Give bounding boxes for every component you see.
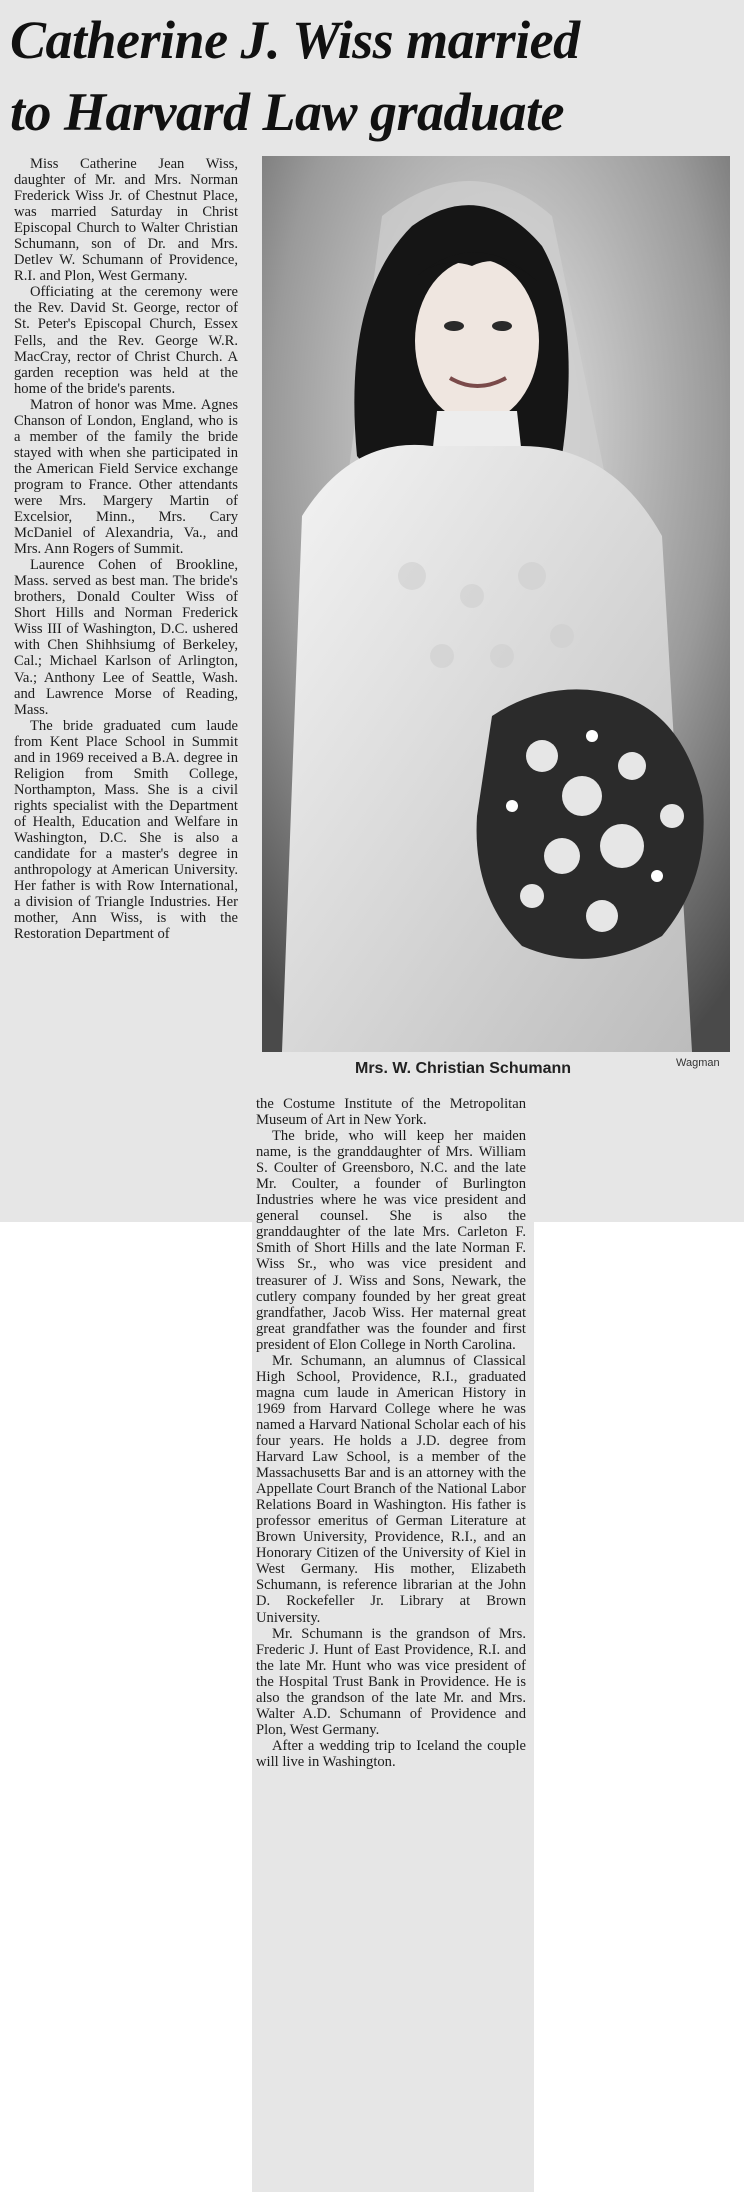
paragraph: After a wedding trip to Iceland the couple will live in Washington. — [256, 1737, 526, 1770]
paragraph: The bride, who will keep her maiden name, is the granddaughter of Mrs. William S. Coulter of Greensboro, N.C. and the late Mr. Coulter, a founder of Burlington Industries where he was vice president and general counsel. She is also the granddaughter of the late Mrs. Carleton F. Smith of Short Hills and the late Norman F. Wiss Sr., who was vice president and treasurer of J. Wiss and Sons, Newark, the cutlery company founded by her great great grandfather, Jacob Wiss. Her maternal great great grandfather was the founder and first president of Elon College in North Carolina. — [256, 1128, 526, 1353]
paragraph: Miss Catherine Jean Wiss, daughter of Mr. and Mrs. Norman Frederick Wiss Jr. of Chestnut Place, was married Saturday in Christ Episcopal Church to Walter Christian Schumann, son of Dr. and Mrs. Detlev W. Schumann of Providence, R.I. and Plon, West Germany. — [14, 156, 238, 285]
headline — [10, 4, 740, 148]
headline-line-1: Catherine J. Wiss married — [10, 10, 580, 70]
paragraph: Matron of honor was Mme. Agnes Chanson of London, England, who is a member of the family the bride stayed with when she participated in the American Field Service exchange program to France. Other attendants were Mrs. Margery Martin of Excelsior, Minn., Mrs. Cary McDaniel of Alexandria, Va., and Mrs. Ann Rogers of Summit. — [14, 396, 238, 558]
photo-caption: Mrs. W. Christian Schumann — [355, 1060, 572, 1077]
paragraph: Mr. Schumann is the grandson of Mrs. Frederic J. Hunt of East Providence, R.I. and the late Mr. Hunt who was vice president of the Hospital Trust Bank in Providence. He is also the grandson of the late Mr. and Mrs. Walter A.D. Schumann of Providence and Plon, West Germany. — [256, 1625, 526, 1738]
paragraph: the Costume Institute of the Metropolitan Museum of Art in New York. — [256, 1096, 526, 1129]
paragraph: The bride graduated cum laude from Kent Place School in Summit and in 1969 received a B.A. degree in Religion from Smith College, Northampton, Mass. She is a civil rights specialist with the Department of Health, Education and Welfare in Washington, D.C. She is also a candidate for a master's degree in anthropology at American University. Her father is with Row International, a division of Triangle Industries. Her mother, Ann Wiss, is with the Restoration Department of — [14, 717, 238, 943]
article-column-2 — [256, 1096, 526, 1770]
article-column-1 — [14, 156, 238, 942]
bride-photo — [262, 156, 730, 1052]
headline-line-2: to Harvard Law graduate — [10, 82, 565, 142]
paragraph: Officiating at the ceremony were the Rev. David St. George, rector of St. Peter's Episcopal Church, Essex Fells, and the Rev. George W.R. MacCray, rector of Christ Church. A garden reception was held at the home of the bride's parents. — [14, 284, 238, 397]
paragraph: Mr. Schumann, an alumnus of Classical High School, Providence, R.I., graduated magna cum laude in American History in 1969 from Harvard College where he was named a Harvard National Scholar each of his four years. He holds a J.D. degree from Harvard Law School, is a member of the Massachusetts Bar and is an attorney with the Appellate Court Branch of the National Labor Relations Board in Washington. His father is professor emeritus of German Literature at Brown University, Providence, R.I., and an Honorary Citizen of the University of Kiel in West Germany. His mother, Elizabeth Schumann, is reference librarian at the John D. Rockefeller Jr. Library at Brown University. — [256, 1352, 526, 1626]
photo-credit: Wagman — [676, 1057, 720, 1069]
paragraph: Laurence Cohen of Brookline, Mass. served as best man. The bride's brothers, Donald Coulter Wiss of Short Hills and Norman Frederick Wiss III of Washington, D.C. ushered with Chen Shihhsiumg of Berkeley, Cal.; Michael Karlson of Arlington, Va.; Anthony Lee of Seattle, Wash. and Lawrence Morse of Reading, Mass. — [14, 557, 238, 718]
